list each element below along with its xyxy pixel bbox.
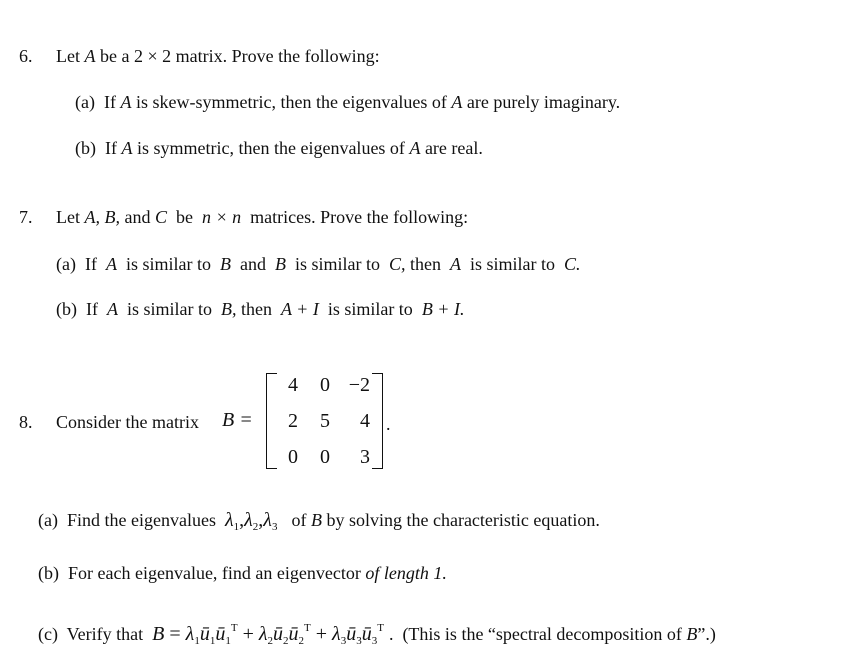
p6b-A2: A [409, 138, 421, 158]
p7-abc: A, B, [84, 207, 120, 227]
formula-eq: = [169, 623, 181, 645]
p8c-label: (c) [38, 624, 58, 644]
p7b-BI: B + I. [421, 299, 465, 319]
formula-lambda-3-sub: 3 [340, 635, 347, 647]
p8b-t1: For each eigenvalue, find an eigenvector [68, 563, 361, 583]
p7a-t2: is similar to [125, 254, 211, 274]
p7a-C2: C. [564, 254, 581, 274]
formula-u3b: ū [361, 623, 372, 645]
formula-lambda-2-sub: 2 [267, 635, 274, 647]
p8c-paren-end: ”.) [697, 624, 716, 644]
p7b-t3: then [241, 299, 272, 319]
problem-6-intro [56, 45, 380, 67]
p7b-B: B, [221, 299, 237, 319]
p7b-t2: is similar to [127, 299, 212, 319]
matrix-cell-r2c1: 2 [288, 410, 298, 432]
lambda-3-sub: 3 [271, 521, 278, 533]
problem-6-number: 6. [19, 46, 33, 66]
matrix-period: . [386, 414, 391, 434]
p7a-A2: A [450, 254, 461, 274]
p7b-t1: If [86, 299, 98, 319]
problem-7-number: 7. [19, 207, 33, 227]
matrix-cell-r3c3: 3 [360, 446, 370, 468]
p7a-B2: B [274, 254, 286, 274]
p6a-A2: A [451, 92, 463, 112]
formula-u1: ū [199, 623, 210, 645]
problem-8b [38, 562, 447, 584]
p7-be: be [176, 207, 194, 227]
p7a-t1: If [84, 254, 97, 274]
formula-T2: T [304, 622, 311, 634]
p6-let: Let [56, 46, 80, 66]
problem-7a [56, 253, 581, 275]
problem-7-intro [56, 206, 468, 228]
lambda-1: λ [224, 509, 234, 531]
p6a-label: (a) [75, 92, 95, 112]
formula-plus-1: + [242, 623, 254, 645]
matrix-right-bracket [372, 373, 383, 469]
lambda-1-sub: 1 [233, 521, 240, 533]
lambda-2: λ [244, 509, 253, 531]
p8a-B: B [310, 510, 322, 530]
problem-8-number: 8. [19, 412, 33, 432]
p6a-A: A [120, 92, 132, 112]
problem-8c [38, 617, 716, 652]
formula-lambda-2: λ [258, 623, 268, 645]
p6a-if: If [103, 92, 116, 112]
p7-nxn: n × n [202, 207, 242, 227]
p6-be-a: be a [100, 46, 130, 66]
problem-7b [56, 298, 464, 320]
formula-u3-sub: 3 [356, 635, 362, 647]
problem-8a: (a) Find the eigenvalues $\lambda_1,\lambda_2,\lambda_3$ of B by solving the characteristic equation. [38, 509, 600, 533]
p7a-B: B [219, 254, 231, 274]
p6b-post: are real. [424, 138, 483, 158]
formula-u3b-sub: 3 [371, 635, 378, 647]
problem-6b [75, 137, 483, 159]
p6a-post: are purely imaginary. [466, 92, 621, 112]
formula-u2-sub: 2 [283, 635, 289, 647]
formula-u1-sub: 1 [209, 635, 216, 647]
p7b-t4: is similar to [327, 299, 413, 319]
formula-lambda-3: λ [332, 623, 341, 645]
formula-T1: T [230, 622, 238, 634]
formula-u3: ū [346, 623, 357, 645]
matrix-cell-r3c2: 0 [320, 446, 330, 468]
p7a-t3: and [239, 254, 266, 274]
formula-T3: T [377, 622, 384, 634]
p7a-t4: is similar to [294, 254, 380, 274]
p8c-paren: (This is the “spectral decomposition of [402, 624, 682, 644]
p7-C: C [155, 207, 168, 227]
formula-u2: ū [273, 623, 284, 645]
formula-B: B [152, 623, 165, 645]
p7b-AI: A + I [281, 299, 319, 319]
p6b-label: (b) [75, 138, 96, 158]
p7a-A: A [105, 254, 117, 274]
p8a-t2: of [291, 510, 307, 530]
p8-B: B = [222, 409, 253, 431]
matrix-cell-r1c2: 0 [320, 374, 330, 396]
matrix-B-label [222, 409, 253, 431]
p7a-t6: is similar to [470, 254, 555, 274]
formula-plus-2: + [315, 623, 328, 645]
p7a-C: C, [388, 254, 406, 274]
matrix-cell-r2c3: 4 [360, 410, 370, 432]
p7b-label: (b) [56, 299, 77, 319]
p6-dims: 2 × 2 [133, 46, 172, 66]
formula-u1b: ū [215, 623, 226, 645]
matrix-cell-r1c1: 4 [288, 374, 298, 396]
p6b-A: A [121, 138, 133, 158]
formula-lambda-1: λ [185, 623, 195, 645]
p7-let: Let [56, 207, 80, 227]
p6-matrix-A: A [84, 46, 96, 66]
p6b-if: If [105, 138, 117, 158]
p8c-t1: Verify that [66, 624, 144, 644]
problem-8-intro: Consider the matrix [56, 412, 199, 432]
p7a-label: (a) [56, 254, 76, 274]
p8c-paren-B: B [686, 624, 698, 644]
p7b-A: A [107, 299, 118, 319]
lambda-2-sub: 2 [252, 521, 259, 533]
p8b-label: (b) [38, 563, 59, 583]
formula-lambda-1-sub: 1 [194, 635, 200, 647]
p8c-dot: . [388, 624, 394, 644]
formula-u1b-sub: 1 [225, 635, 231, 647]
p8a-label: (a) [38, 510, 58, 530]
formula-u2b: ū [288, 623, 299, 645]
matrix-cell-r2c2: 5 [320, 410, 330, 432]
problem-6a [75, 91, 620, 113]
p6-intro-end: matrix. Prove the following: [175, 46, 380, 66]
lambda-3: λ [263, 509, 272, 531]
p8a-t1: Find the eigenvalues [66, 510, 216, 530]
p8b-italic: of length 1. [365, 563, 447, 583]
p7-and: and [124, 207, 151, 227]
formula-u2b-sub: 2 [298, 635, 305, 647]
p7a-t5: then [410, 254, 441, 274]
matrix-cell-r1c3: −2 [348, 374, 370, 396]
matrix-cell-r3c1: 0 [288, 446, 298, 468]
p7-intro-end: matrices. Prove the following: [250, 207, 469, 227]
p6a-mid: is skew-symmetric, then the eigenvalues of [135, 92, 447, 112]
p8a-t3: by solving the characteristic equation. [326, 510, 600, 530]
p6b-mid: is symmetric, then the eigenvalues of [137, 138, 405, 158]
